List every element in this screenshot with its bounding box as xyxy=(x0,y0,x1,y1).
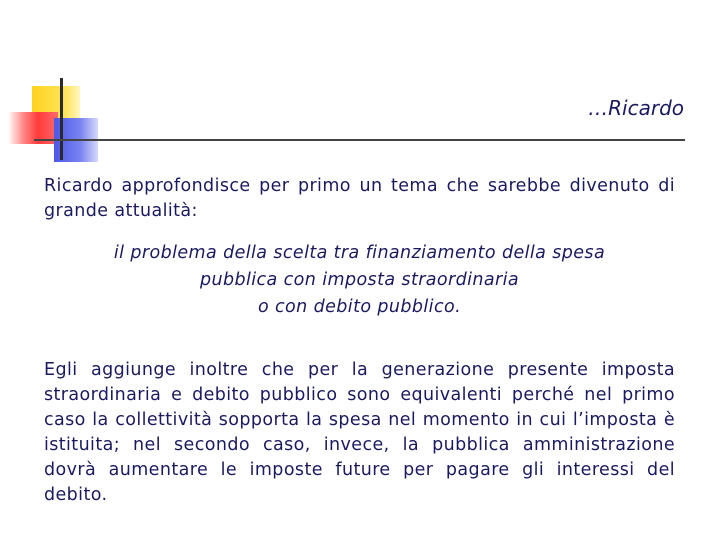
intro-paragraph: Ricardo approfondisce per primo un tema che sarebbe divenuto di grande attualità: xyxy=(44,176,675,221)
slide-title: …Ricardo xyxy=(588,96,684,120)
quote-line: o con debito pubblico. xyxy=(257,297,462,317)
decorative-squares-logo xyxy=(0,0,120,170)
quote-line: il problema della scelta tra finanziamento della spesa xyxy=(113,243,606,263)
quote-line: pubblica con imposta straordinaria xyxy=(200,270,519,290)
quote-block xyxy=(44,240,675,321)
title-underline xyxy=(34,139,685,141)
vertical-rule xyxy=(60,78,63,160)
body-paragraph: Egli aggiunge inoltre che per la generazione presente imposta straordinaria e debito pubblico sono equivalenti perché nel primo caso la collettività sopporta la spesa nel momento in cui l’imposta è istituita; nel secondo caso, invece, la pubblica amministrazione dovrà aumentare le imposte future per pagare gli interessi del debito. xyxy=(44,360,675,505)
